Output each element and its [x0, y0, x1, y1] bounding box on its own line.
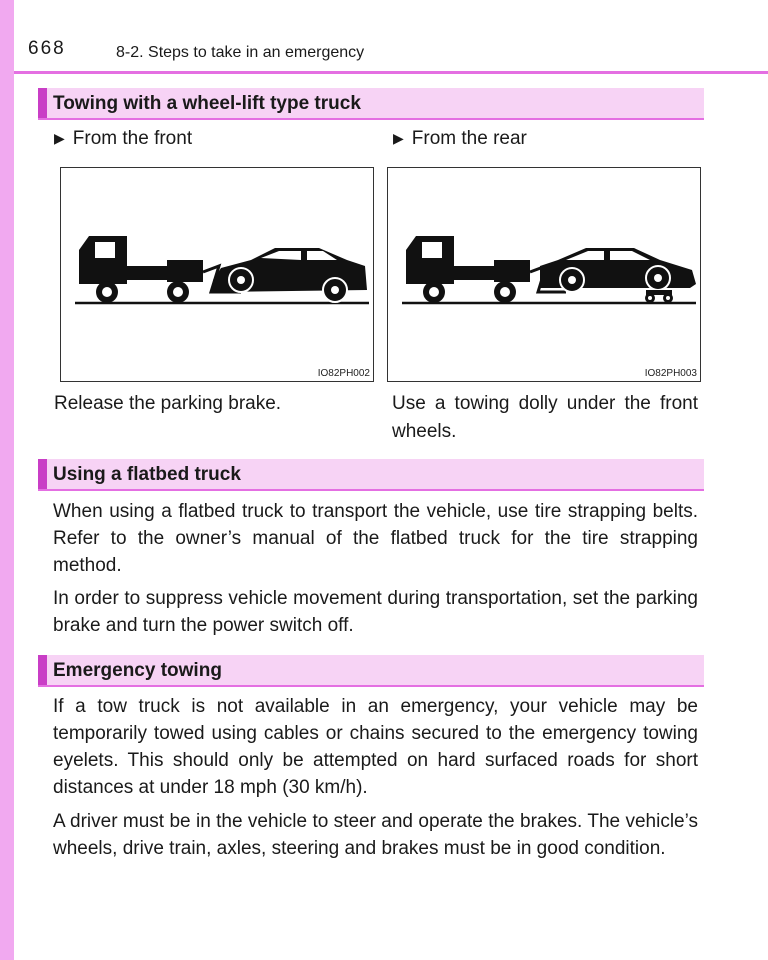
section-heading-wheel-lift — [38, 88, 704, 120]
paragraph: A driver must be in the vehicle to steer and operate the brakes. The vehicle’s wheels, drive train, axles, steering and brakes must be in good condition. — [53, 811, 698, 859]
subheading-from-rear — [393, 128, 527, 150]
paragraph: If a tow truck is not available in an emergency, your vehicle may be temporarily towed using cables or chains secured to the emergency towing eyelets. This should only be attempted on hard surfaced roads for short distances at under 18 mph (30 km/h). — [53, 696, 698, 798]
figure-id: IO82PH003 — [644, 368, 697, 379]
triangle-right-icon: ▶ — [54, 130, 65, 146]
section-heading-flatbed — [38, 459, 704, 491]
tow-truck-front-illustration — [61, 168, 375, 383]
chapter-title: 8-2. Steps to take in an emergency — [116, 44, 365, 61]
subheading-label: From the front — [72, 128, 193, 149]
figure-tow-from-rear — [387, 167, 701, 382]
caption-from-front: Release the parking brake. — [54, 393, 282, 414]
section-title: Using a flatbed truck — [53, 464, 241, 485]
paragraph: In order to suppress vehicle movement during transportation, set the parking brake and turn the power switch off. — [53, 588, 698, 636]
caption-from-rear: Use a towing dolly under the front wheels. — [392, 393, 698, 442]
tow-truck-rear-illustration — [388, 168, 702, 383]
section-marker — [38, 459, 47, 489]
triangle-right-icon: ▶ — [393, 130, 404, 146]
figure-tow-from-front — [60, 167, 374, 382]
section-title: Emergency towing — [53, 660, 222, 681]
section-marker — [38, 88, 47, 118]
paragraph: When using a flatbed truck to transport the vehicle, use tire strapping belts. Refer to the owner’s manual of the flatbed truck for the tire strapping method. — [53, 501, 698, 576]
subheading-from-front — [54, 128, 192, 150]
header-divider — [14, 71, 768, 74]
subheading-label: From the rear — [411, 128, 527, 149]
section-marker — [38, 655, 47, 685]
page-number: 668 — [28, 38, 66, 59]
section-heading-emergency — [38, 655, 704, 687]
section-title: Towing with a wheel-lift type truck — [53, 93, 361, 114]
page-edge-bar — [0, 0, 14, 960]
figure-id: IO82PH002 — [317, 368, 370, 379]
